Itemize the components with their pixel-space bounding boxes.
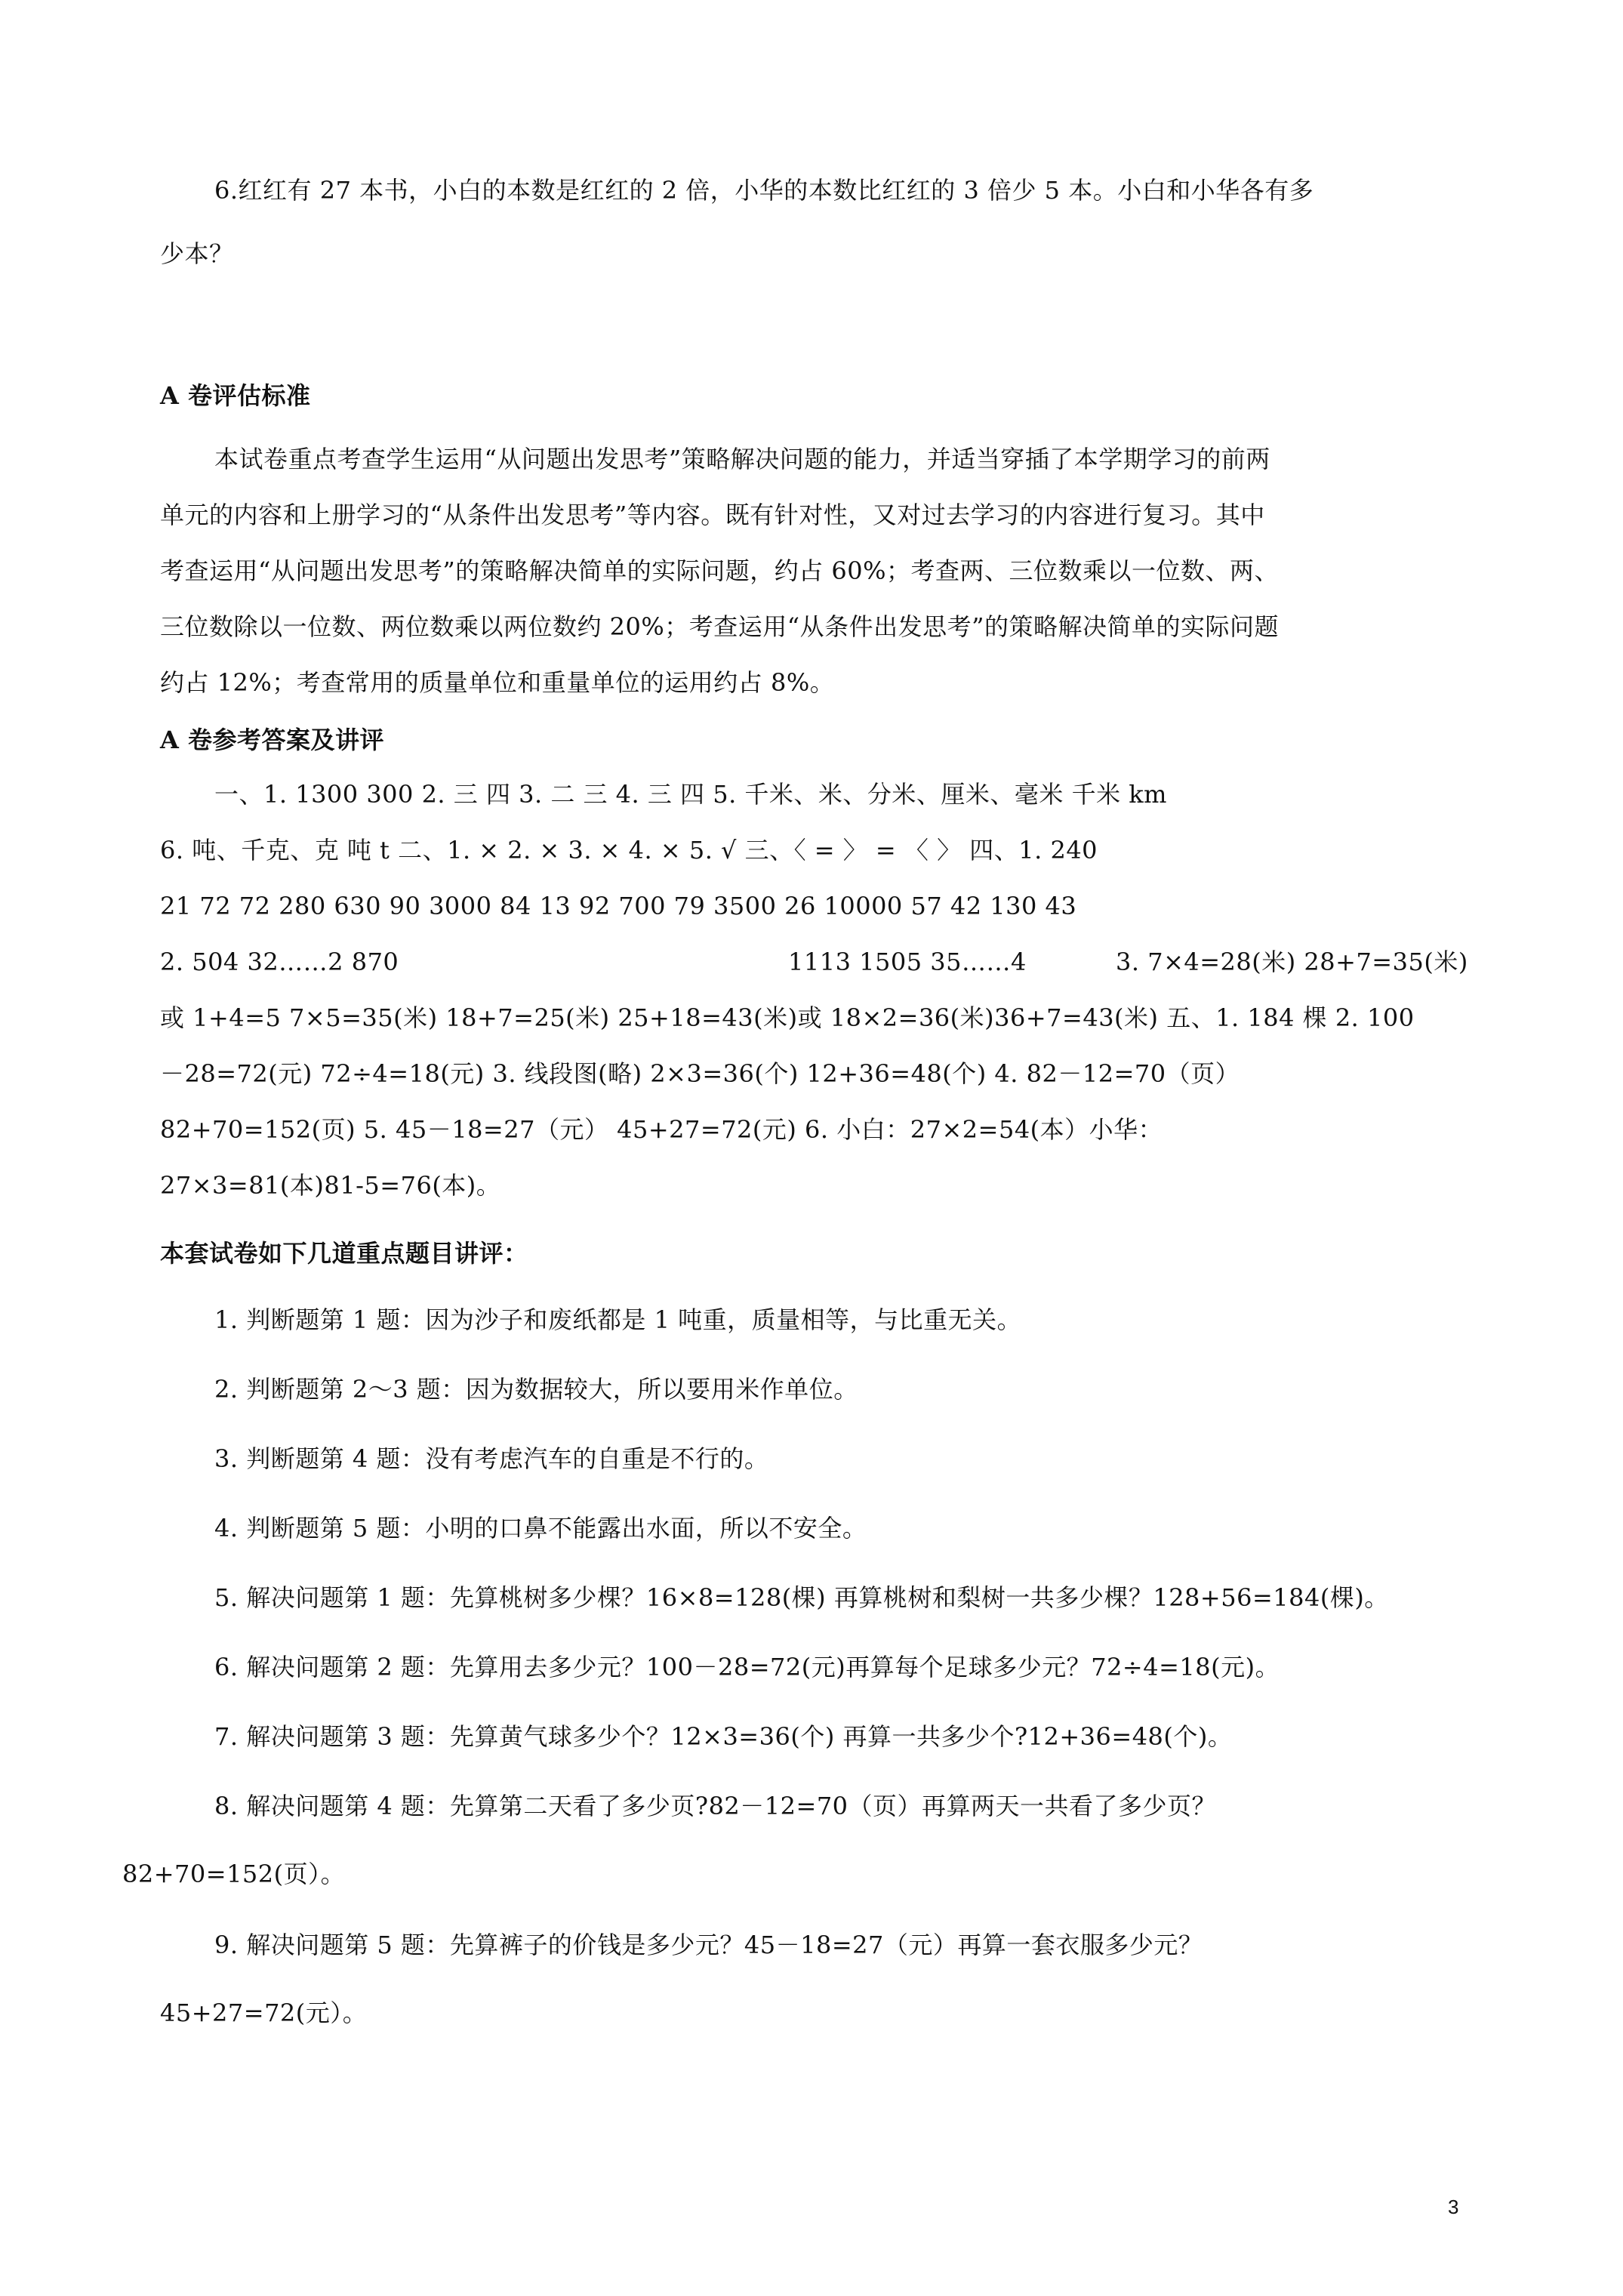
answers-line-2: 6. 吨、千克、克 吨 t 二、1. × 2. × 3. × 4. × 5. √ 三、〈 = 〉 = 〈 〉 四、1. 240 bbox=[160, 836, 1098, 864]
review-item-7: 7. 解决问题第 3 题：先算黄气球多少个？12×3=36(个) 再算一共多少个?12+36=48(个)。 bbox=[214, 1722, 1233, 1751]
answers-line-4c: 3. 7×4=28(米) 28+7=35(米) bbox=[1116, 948, 1468, 976]
answers-line-4a: 2. 504 32……2 870 bbox=[160, 948, 399, 976]
answers-line-3: 21 72 72 280 630 90 3000 84 13 92 700 79 3500 26 10000 57 42 130 43 bbox=[160, 892, 1077, 920]
evaluation-line-2: 单元的内容和上册学习的“从条件出发思考”等内容。既有针对性，又对过去学习的内容进行复习。其中 bbox=[160, 501, 1265, 529]
answers-line-5: 或 1+4=5 7×5=35(米) 18+7=25(米) 25+18=43(米)或 18×2=36(米)36+7=43(米) 五、1. 184 棵 2. 100 bbox=[160, 1003, 1415, 1032]
evaluation-heading: A 卷评估标准 bbox=[160, 381, 311, 410]
review-item-3: 3. 判断题第 4 题：没有考虑汽车的自重是不行的。 bbox=[214, 1444, 769, 1473]
answers-line-1: 一、1. 1300 300 2. 三 四 3. 二 三 4. 三 四 5. 千米、米、分米、厘米、毫米 千米 km bbox=[214, 780, 1167, 809]
evaluation-line-5: 约占 12%；考查常用的质量单位和重量单位的运用约占 8%。 bbox=[160, 668, 835, 697]
review-item-8-cont: 82+70=152(页）。 bbox=[122, 1860, 346, 1888]
question-6-line-2: 少本？ bbox=[160, 239, 234, 268]
answers-line-4b: 1113 1505 35……4 bbox=[788, 948, 1027, 976]
review-item-1: 1. 判断题第 1 题：因为沙子和废纸都是 1 吨重，质量相等，与比重无关。 bbox=[214, 1305, 1022, 1334]
review-heading: 本套试卷如下几道重点题目讲评： bbox=[160, 1239, 528, 1268]
review-item-9: 9. 解决问题第 5 题：先算裤子的价钱是多少元？45－18=27（元）再算一套衣服多少元？ bbox=[214, 1931, 1203, 1959]
evaluation-line-1: 本试卷重点考查学生运用“从问题出发思考”策略解决问题的能力，并适当穿插了本学期学习的前两 bbox=[214, 445, 1270, 473]
question-6-line-1: 6.红红有 27 本书，小白的本数是红红的 2 倍，小华的本数比红红的 3 倍少 5 本。小白和小华各有多 bbox=[214, 176, 1314, 205]
answers-line-6: －28=72(元) 72÷4=18(元) 3. 线段图(略) 2×3=36(个) 12+36=48(个) 4. 82－12=70（页） bbox=[160, 1059, 1240, 1088]
review-item-4: 4. 判断题第 5 题：小明的口鼻不能露出水面，所以不安全。 bbox=[214, 1514, 867, 1542]
review-item-6: 6. 解决问题第 2 题：先算用去多少元？100－28=72(元)再算每个足球多少元？72÷4=18(元)。 bbox=[214, 1653, 1280, 1681]
review-item-2: 2. 判断题第 2～3 题：因为数据较大，所以要用米作单位。 bbox=[214, 1375, 858, 1404]
answers-line-8: 27×3=81(本)81-5=76(本)。 bbox=[160, 1171, 501, 1200]
review-item-8: 8. 解决问题第 4 题：先算第二天看了多少页?82－12=70（页）再算两天一共看了多少页？ bbox=[214, 1792, 1217, 1820]
review-item-9-cont: 45+27=72(元）。 bbox=[160, 1999, 368, 2027]
answers-heading: A 卷参考答案及讲评 bbox=[160, 726, 384, 754]
review-item-5: 5. 解决问题第 1 题：先算桃树多少棵？16×8=128(棵) 再算桃树和梨树一共多少棵？128+56=184(棵)。 bbox=[214, 1583, 1389, 1612]
page-number: 3 bbox=[1448, 2196, 1459, 2218]
evaluation-line-3: 考查运用“从问题出发思考”的策略解决简单的实际问题，约占 60%；考查两、三位数乘以一位数、两、 bbox=[160, 556, 1280, 585]
evaluation-line-4: 三位数除以一位数、两位数乘以两位数约 20%；考查运用“从条件出发思考”的策略解决简单的实际问题 bbox=[160, 612, 1280, 641]
answers-line-7: 82+70=152(页) 5. 45－18=27（元） 45+27=72(元) 6. 小白：27×2=54(本）小华： bbox=[160, 1115, 1163, 1144]
